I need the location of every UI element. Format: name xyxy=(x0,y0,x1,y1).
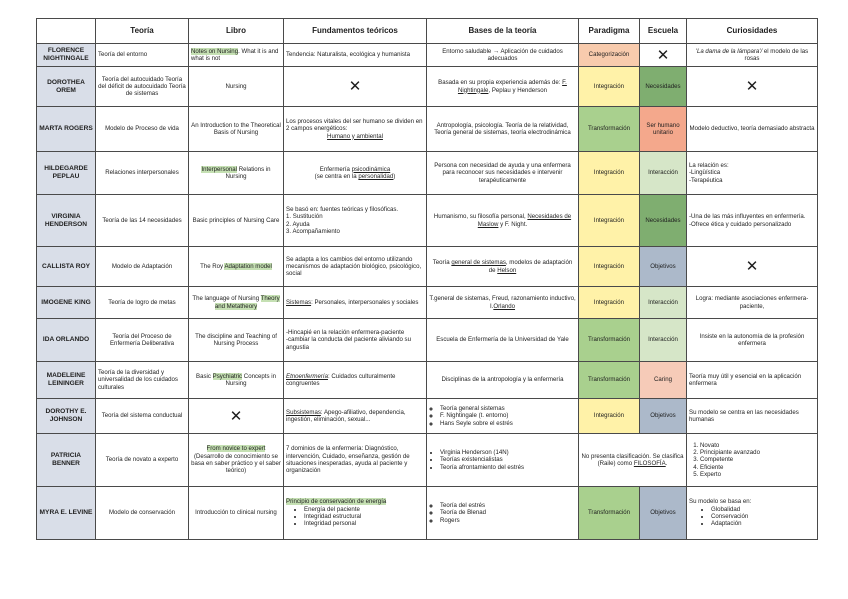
paradigma-cell: Transformación xyxy=(579,487,640,540)
fundamentos-cell: Sistemas: Personales, interpersonales y sociales xyxy=(284,287,427,319)
header-escuela: Escuela xyxy=(640,19,687,44)
paradigma-escuela-merged-cell: No presenta clasificación. Se clasifica (Raile) como FILOSOFÍA. xyxy=(579,434,687,487)
bases-cell: Disciplinas de la antropología y la enfermería xyxy=(427,362,579,399)
fundamentos-cell: Subsistemas: Apego-afiliativo, dependencia, ingestión, eliminación, sexual... xyxy=(284,399,427,434)
teoria-cell: Teoría de la diversidad y universalidad de los cuidados culturales xyxy=(96,362,189,399)
theorist-name: MADELEINE LEININGER xyxy=(37,362,96,399)
curiosidades-cell: Su modelo se basa en: • Globalidad • Conservación • Adaptación xyxy=(687,487,818,540)
fundamentos-cell: Enfermería psicodinámica (se centra en la personalidad) xyxy=(284,152,427,195)
curiosidades-cell: -Una de las más influyentes en enfermería. -Ofrece ética y cuidado personalizado xyxy=(687,195,818,247)
table-row xyxy=(37,362,818,399)
list-item: 2. Principiante avanzado xyxy=(700,449,815,456)
curiosidades-cell: La relación es: -Lingüística -Terapéutica xyxy=(687,152,818,195)
list-item: 4. Eficiente xyxy=(700,464,815,471)
bases-cell: Antropología, psicología. Teoría de la relatividad, Teoría general de sistemas, teoría electrodinámica xyxy=(427,107,579,152)
bases-cell xyxy=(427,487,579,540)
teoria-cell: Modelo de conservación xyxy=(96,487,189,540)
paradigma-cell: Integración xyxy=(579,247,640,287)
curiosidades-cell: Su modelo se centra en las necesidades humanas xyxy=(687,399,818,434)
teoria-cell: Teoría del sistema conductual xyxy=(96,399,189,434)
escuela-cell: Interacción xyxy=(640,287,687,319)
teoria-cell: Modelo de Proceso de vida xyxy=(96,107,189,152)
bases-cell: Escuela de Enfermería de la Universidad de Yale xyxy=(427,319,579,362)
libro-cell: The language of Nursing Theory and Metatheory xyxy=(189,287,284,319)
libro-none-mark: ✕ xyxy=(189,399,284,434)
libro-cell: Basic principles of Nursing Care xyxy=(189,195,284,247)
bases-cell: Entorno saludable → Aplicación de cuidados adecuados xyxy=(427,44,579,67)
curiosidades-cell xyxy=(687,44,818,67)
theorist-name: VIRGINIA HENDERSON xyxy=(37,195,96,247)
table-row xyxy=(37,44,818,67)
theorist-name: MYRA E. LEVINE xyxy=(37,487,96,540)
list-item: • Adaptación xyxy=(711,520,815,527)
table-row xyxy=(37,287,818,319)
header-bases: Bases de la teoría xyxy=(427,19,579,44)
teoria-cell: Teoría de las 14 necesidades xyxy=(96,195,189,247)
curiosidades-cell: Teoría muy útil y esencial en la aplicación enfermera xyxy=(687,362,818,399)
list-item: ◦ F. Nightingale (t. entorno) xyxy=(440,412,576,419)
table-row xyxy=(37,487,818,540)
curiosity-rest: el modelo de las rosas xyxy=(744,47,809,62)
paradigma-cell: Integración xyxy=(579,399,640,434)
table-row xyxy=(37,107,818,152)
libro-cell: The Roy Adaptation model xyxy=(189,247,284,287)
table-row xyxy=(37,399,818,434)
teoria-cell: Teoría del Proceso de Enfermería Deliberativa xyxy=(96,319,189,362)
list-item: ◦ Teoría del estrés xyxy=(440,502,576,509)
paradigma-cell: Transformación xyxy=(579,319,640,362)
escuela-cell: Necesidades xyxy=(640,195,687,247)
list-item: • Energía del paciente xyxy=(304,506,424,513)
table-row xyxy=(37,434,818,487)
header-paradigma: Paradigma xyxy=(579,19,640,44)
teoria-cell: Teoría del entorno xyxy=(96,44,189,67)
table-row xyxy=(37,152,818,195)
theorist-name: FLORENCE NIGHTINGALE xyxy=(37,44,96,67)
list-item: ◦ Hans Seyle sobre el estrés xyxy=(440,420,576,427)
list-item: • Teoría afrontamiento del estrés xyxy=(440,464,576,471)
table-row xyxy=(37,195,818,247)
teoria-cell: Teoría del autocuidado Teoría del déficit de autocuidado Teoría de sistemas xyxy=(96,67,189,107)
theorist-name: IMOGENE KING xyxy=(37,287,96,319)
teoria-cell: Teoría de logro de metas xyxy=(96,287,189,319)
escuela-cell: Ser humano unitario xyxy=(640,107,687,152)
paradigma-cell: Integración xyxy=(579,287,640,319)
escuela-cell: Interacción xyxy=(640,319,687,362)
fundamentos-cell: -Hincapié en la relación enfermera-paciente -cambiar la conducta del paciente aliviando su angustia xyxy=(284,319,427,362)
paradigma-cell: Integración xyxy=(579,67,640,107)
theorists-table-container xyxy=(36,18,818,540)
list-item: 5. Experto xyxy=(700,471,815,478)
bases-cell: Humanismo, su filosofía personal, Necesidades de Maslow y F. Night. xyxy=(427,195,579,247)
paradigma-cell: Integración xyxy=(579,152,640,195)
curiosity-italic: 'La dama de la lámpara'/ xyxy=(695,47,763,55)
curiosidades-cell xyxy=(687,434,818,487)
book-title-rest: . What it is and what is not xyxy=(191,47,279,62)
header-curiosidades: Curiosidades xyxy=(687,19,818,44)
fundamentos-cell: Los procesos vitales del ser humano se dividen en 2 campos energéticos: Humano y ambiental xyxy=(284,107,427,152)
libro-cell: From novice to expert (Desarrollo de conocimiento se basa en saber práctico y el saber teórico) xyxy=(189,434,284,487)
list-item: • Virginia Henderson (14N) xyxy=(440,449,576,456)
escuela-none-mark: ✕ xyxy=(640,44,687,67)
teoria-cell: Teoría de novato a experto xyxy=(96,434,189,487)
paradigma-cell: Transformación xyxy=(579,362,640,399)
fundamentos-cell: Se basó en: fuentes teóricas y filosóficas. 1. Sustitución 2. Ayuda 3. Acompañamiento xyxy=(284,195,427,247)
theorist-name: CALLISTA ROY xyxy=(37,247,96,287)
bases-cell: Basada en su propia experiencia además de: F. Nightingale, Peplau y Henderson xyxy=(427,67,579,107)
fundamentos-cell: Principio de conservación de energía • Energía del paciente • Integridad estructural • Integridad personal xyxy=(284,487,427,540)
list-item: • Integridad personal xyxy=(304,520,424,527)
list-item: ◦ Rogers xyxy=(440,517,576,524)
list-item: • Integridad estructural xyxy=(304,513,424,520)
escuela-cell: Necesidades xyxy=(640,67,687,107)
theorist-name: DOROTHEA OREM xyxy=(37,67,96,107)
libro-cell: Interpersonal Relations in Nursing xyxy=(189,152,284,195)
fundamentos-cell: Tendencia: Naturalista, ecológica y humanista xyxy=(284,44,427,67)
book-title-highlight: Notes on Nursing xyxy=(191,47,239,55)
bases-cell: T.general de sistemas, Freud, razonamiento inductivo, I.Orlando xyxy=(427,287,579,319)
paradigma-cell: Integración xyxy=(579,195,640,247)
list-item: • Conservación xyxy=(711,513,815,520)
libro-cell: The discipline and Teaching of Nursing Process xyxy=(189,319,284,362)
header-libro: Libro xyxy=(189,19,284,44)
curiosidades-none-mark: ✕ xyxy=(687,247,818,287)
header-row xyxy=(37,19,818,44)
escuela-cell: Objetivos xyxy=(640,247,687,287)
bases-cell: Persona con necesidad de ayuda y una enfermera para reconocer sus necesidades e intervenir terapéuticamente xyxy=(427,152,579,195)
libro-cell: Nursing xyxy=(189,67,284,107)
list-item: • Globalidad xyxy=(711,506,815,513)
paradigma-cell: Transformación xyxy=(579,107,640,152)
list-item: 3. Competente xyxy=(700,456,815,463)
curiosidades-none-mark: ✕ xyxy=(687,67,818,107)
list-item: ◦ Teoría de Blenad xyxy=(440,509,576,516)
bases-cell: Teoría general de sistemas, modelos de adaptación de Helson xyxy=(427,247,579,287)
escuela-cell: Interacción xyxy=(640,152,687,195)
teoria-cell: Relaciones interpersonales xyxy=(96,152,189,195)
curiosidades-cell: Modelo deductivo, teoría demasiado abstracta xyxy=(687,107,818,152)
table-row xyxy=(37,247,818,287)
bases-cell xyxy=(427,434,579,487)
list-item: 1. Novato xyxy=(700,442,815,449)
libro-cell: An Introduction to the Theoretical Basis of Nursing xyxy=(189,107,284,152)
bases-cell xyxy=(427,399,579,434)
table-row xyxy=(37,319,818,362)
curiosidades-cell: Logra: mediante asociaciones enfermera-paciente, xyxy=(687,287,818,319)
theorist-name: MARTA ROGERS xyxy=(37,107,96,152)
paradigma-cell: Categorización xyxy=(579,44,640,67)
nursing-theories-table xyxy=(36,18,818,540)
theorist-name: PATRICIA BENNER xyxy=(37,434,96,487)
escuela-cell: Caring xyxy=(640,362,687,399)
libro-cell: Introducción to clinical nursing xyxy=(189,487,284,540)
fundamentos-cell: 7 dominios de la enfermería: Diagnóstico, intervención, Cuidado, enseñanza, gestión de situaciones inesperadas, ayuda al paciente y organización xyxy=(284,434,427,487)
theorist-name: DOROTHY E. JOHNSON xyxy=(37,399,96,434)
fundamentos-cell: Etnoenfermería: Cuidados culturalmente congruentes xyxy=(284,362,427,399)
header-corner xyxy=(37,19,96,44)
libro-cell: Basic Psychiatric Concepts in Nursing xyxy=(189,362,284,399)
libro-cell xyxy=(189,44,284,67)
header-fundamentos: Fundamentos teóricos xyxy=(284,19,427,44)
fundamentos-none-mark: ✕ xyxy=(284,67,427,107)
header-teoria: Teoría xyxy=(96,19,189,44)
list-item: • Teorías existencialistas xyxy=(440,456,576,463)
list-item: ◦ Teoría general sistemas xyxy=(440,405,576,412)
escuela-cell: Objetivos xyxy=(640,399,687,434)
theorist-name: IDA ORLANDO xyxy=(37,319,96,362)
curiosidades-cell: Insiste en la autonomía de la profesión enfermera xyxy=(687,319,818,362)
teoria-cell: Modelo de Adaptación xyxy=(96,247,189,287)
fundamentos-cell: Se adapta a los cambios del entorno utilizando mecanismos de adaptación biológico, psicológico, social xyxy=(284,247,427,287)
table-row xyxy=(37,67,818,107)
escuela-cell: Objetivos xyxy=(640,487,687,540)
theorist-name: HILDEGARDE PEPLAU xyxy=(37,152,96,195)
